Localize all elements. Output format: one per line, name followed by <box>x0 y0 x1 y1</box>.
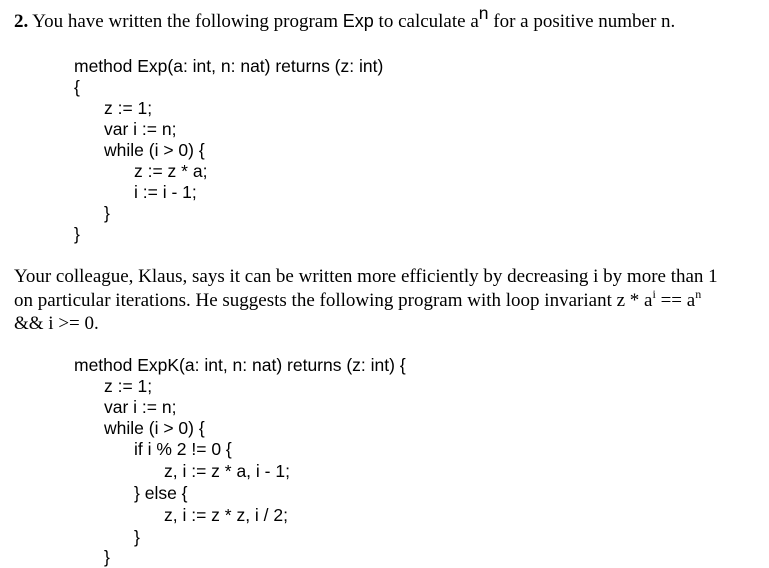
code-line: { <box>74 77 80 97</box>
paragraph-line <box>14 286 702 312</box>
paragraph-line2-start: on particular iterations. He suggests the following program with loop invariant z * a <box>14 290 653 311</box>
intro-text-mid: to calculate a <box>373 11 479 32</box>
code-line: if i % 2 != 0 { <box>134 439 232 459</box>
paragraph-line: && i >= 0. <box>14 313 99 334</box>
code-line: z, i := z * z, i / 2; <box>164 505 288 525</box>
code-line: var i := n; <box>104 397 177 417</box>
intro-text-end: for a positive number n. <box>488 11 676 32</box>
code-line: z := 1; <box>104 98 153 118</box>
invariant-superscript-i: i <box>652 286 656 301</box>
code-line: while (i > 0) { <box>104 418 205 438</box>
paragraph-line: Your colleague, Klaus, says it can be written more efficiently by decreasing i by more than 1 <box>14 266 718 287</box>
code-line: z, i := z * a, i - 1; <box>164 461 290 481</box>
invariant-superscript-n: n <box>695 286 702 301</box>
code-line: } <box>134 527 140 547</box>
intro-text-start: You have written the following program <box>32 11 343 32</box>
code-line: var i := n; <box>104 119 177 139</box>
code-line: } <box>74 224 80 244</box>
intro-program-name: Exp <box>342 11 374 31</box>
code-line: } <box>104 203 110 223</box>
code-line: while (i > 0) { <box>104 140 205 160</box>
paragraph-line2-mid: == a <box>655 290 696 311</box>
code-line: } <box>104 547 110 567</box>
code-line: } else { <box>134 483 188 503</box>
code-line: method ExpK(a: int, n: nat) returns (z: int) { <box>74 355 406 375</box>
question-heading <box>14 2 676 33</box>
question-number: 2. <box>14 11 29 32</box>
code-line: z := z * a; <box>134 161 208 181</box>
intro-superscript: n <box>478 2 489 23</box>
code-line: z := 1; <box>104 376 153 396</box>
code-line: i := i - 1; <box>134 182 197 202</box>
code-line: method Exp(a: int, n: nat) returns (z: int) <box>74 56 384 76</box>
